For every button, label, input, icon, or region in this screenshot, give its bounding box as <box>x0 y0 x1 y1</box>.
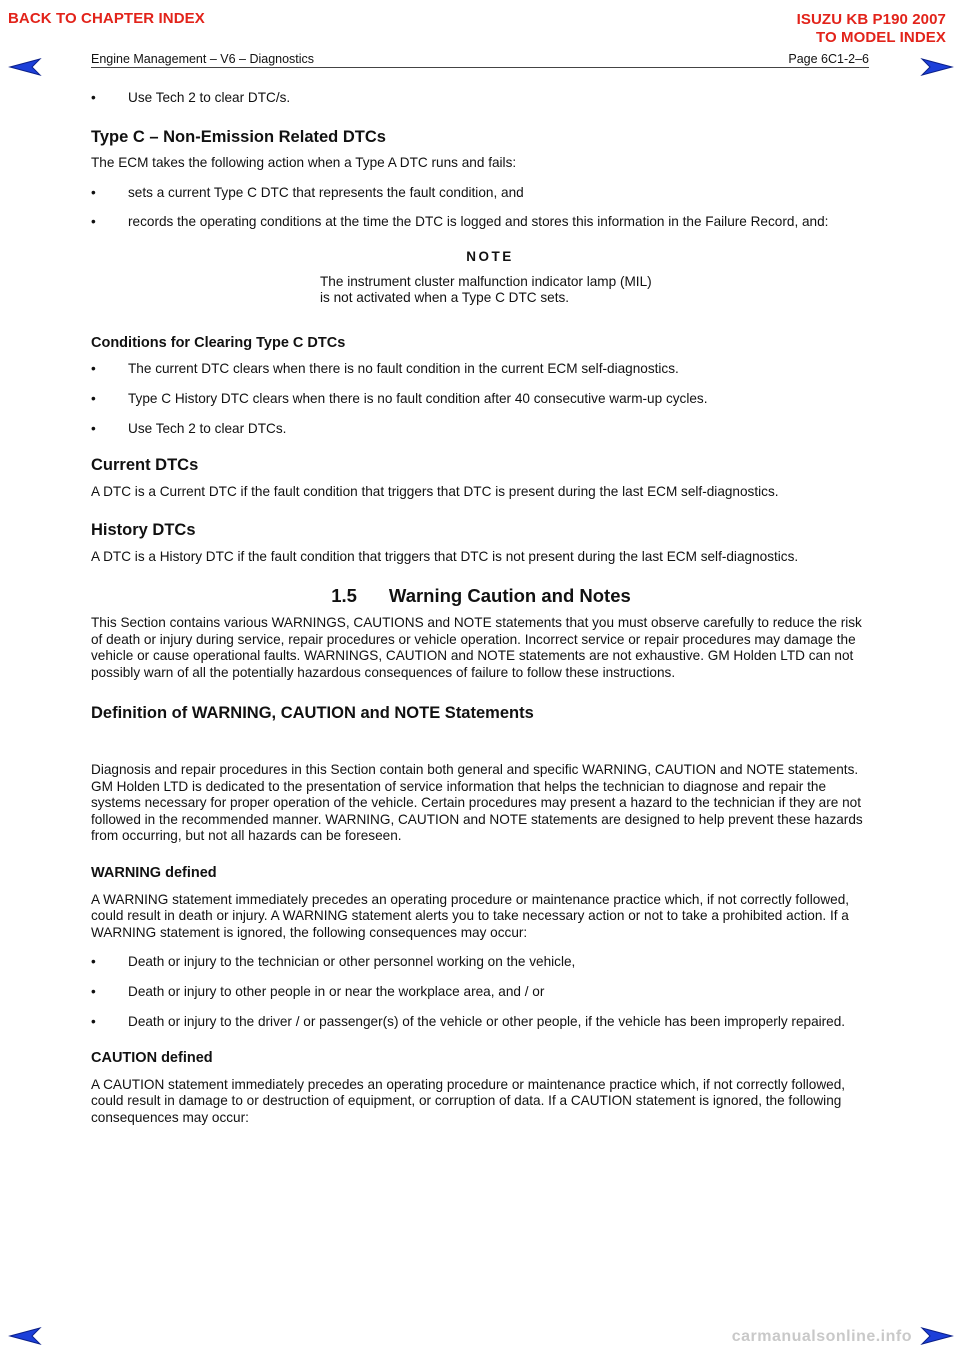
heading-history-dtcs: History DTCs <box>91 521 196 540</box>
list-item <box>91 954 871 971</box>
header-divider <box>91 67 869 68</box>
list-item <box>91 214 871 231</box>
bullet-icon: • <box>91 954 96 970</box>
heading-warning-defined: WARNING defined <box>91 865 217 882</box>
list-item-text: Death or injury to the technician or other personnel working on the vehicle, <box>128 954 576 970</box>
next-page-arrow-bottom-icon[interactable] <box>920 1326 954 1346</box>
section-heading <box>91 584 871 606</box>
list-item-text: The current DTC clears when there is no fault condition in the current ECM self-diagnostics. <box>128 361 679 377</box>
heading-definition: Definition of WARNING, CAUTION and NOTE Statements <box>91 704 534 723</box>
note-text: The instrument cluster malfunction indicator lamp (MIL) is not activated when a Type C DTC sets. <box>320 273 652 306</box>
heading-type-c: Type C – Non-Emission Related DTCs <box>91 127 386 146</box>
watermark: carmanualsonline.info <box>731 1328 912 1345</box>
section-intro: This Section contains various WARNINGS, CAUTIONS and NOTE statements that you must observe carefully to reduce the risk of death or injury during service, repair procedures or vehicle operation. Incorrect service or repair procedures may damage the vehicle or cause operational faults. WARNINGS, CAUTION and NOTE statements are not exhaustive. GM Holden LTD can not possibly warn of all the potentially hazardous consequences of failure to follow these instructions. <box>91 615 862 680</box>
note-box <box>320 249 660 307</box>
heading-current-dtcs: Current DTCs <box>91 456 199 475</box>
list-item-text: records the operating conditions at the time the DTC is logged and stores this information in the Failure Record, and: <box>128 214 829 230</box>
warning-text: A WARNING statement immediately precedes an operating procedure or maintenance practice which, if not correctly followed, could result in death or injury. A WARNING statement alerts you to take necessary action or not to take a prohibited action. If a WARNING statement is ignored, the following consequences may occur: <box>91 891 850 940</box>
list-item <box>91 984 871 1001</box>
bullet-icon: • <box>91 1013 96 1029</box>
section-title-header: Engine Management – V6 – Diagnostics <box>91 52 315 66</box>
caution-text: A CAUTION statement immediately precedes an operating procedure or maintenance practice which, if not correctly followed, could result in damage to or destruction of equipment, or corruption of data. If a CAUTION statement is ignored, the following consequences may occur: <box>91 1076 846 1125</box>
definition-text: Diagnosis and repair procedures in this Section contain both general and specific WARNING, CAUTION and NOTE statements. GM Holden LTD is dedicated to the presentation of service information that helps the technician to diagnose and repair the systems necessary for proper operation of the vehicle. Certain procedures may present a hazard to the technician if they are not followed in the recommended manner. WARNING, CAUTION and NOTE statements are designed to help prevent these hazards from occurring, but not all hazards can be foreseen. <box>91 762 863 844</box>
list-item-text: Death or injury to the driver / or passenger(s) of the vehicle or other people, if the vehicle has been improperly repaired. <box>128 1013 846 1029</box>
list-item <box>91 90 871 107</box>
bullet-icon: • <box>91 184 96 200</box>
prev-page-arrow-icon[interactable] <box>8 57 42 77</box>
list-item-text: Type C History DTC clears when there is no fault condition after 40 consecutive warm-up cycles. <box>128 390 708 406</box>
type-c-intro: The ECM takes the following action when a Type A DTC runs and fails: <box>91 155 517 171</box>
section-heading-title: Warning Caution and Notes <box>388 584 631 606</box>
list-item-text: sets a current Type C DTC that represents the fault condition, and <box>128 184 524 200</box>
list-item <box>91 361 871 378</box>
list-item <box>91 391 871 408</box>
bullet-icon: • <box>91 984 96 999</box>
prev-page-arrow-bottom-icon[interactable] <box>8 1326 42 1346</box>
list-item-text: Death or injury to other people in or near the workplace area, and / or <box>128 984 545 999</box>
heading-caution-defined: CAUTION defined <box>91 1050 213 1067</box>
page-number: Page 6C1-2–6 <box>788 52 869 66</box>
history-dtcs-text: A DTC is a History DTC if the fault condition that triggers that DTC is not present during the last ECM self-diagnostics. <box>91 548 799 564</box>
bullet-icon: • <box>91 214 96 230</box>
list-item-text: Use Tech 2 to clear DTC/s. <box>128 90 291 105</box>
document-body <box>91 90 871 1140</box>
section-number: 1.5 <box>331 584 357 606</box>
list-item-text: Use Tech 2 to clear DTCs. <box>128 420 287 436</box>
list-item <box>91 421 871 438</box>
list-item <box>91 1014 871 1031</box>
list-item <box>91 185 871 202</box>
current-dtcs-text: A DTC is a Current DTC if the fault condition that triggers that DTC is present during the last ECM self-diagnostics. <box>91 483 779 499</box>
bullet-icon: • <box>91 420 96 436</box>
to-model-index-link[interactable]: TO MODEL INDEX <box>815 29 946 46</box>
model-index-block <box>797 11 946 47</box>
bullet-icon: • <box>91 361 96 377</box>
bullet-icon: • <box>91 390 96 406</box>
note-title: NOTE <box>466 248 514 264</box>
back-to-chapter-index-link[interactable]: BACK TO CHAPTER INDEX <box>8 10 205 27</box>
next-page-arrow-icon[interactable] <box>920 57 954 77</box>
bullet-icon: • <box>91 90 96 105</box>
heading-clearing-type-c: Conditions for Clearing Type C DTCs <box>91 334 346 351</box>
model-title-link[interactable]: ISUZU KB P190 2007 <box>796 11 946 28</box>
